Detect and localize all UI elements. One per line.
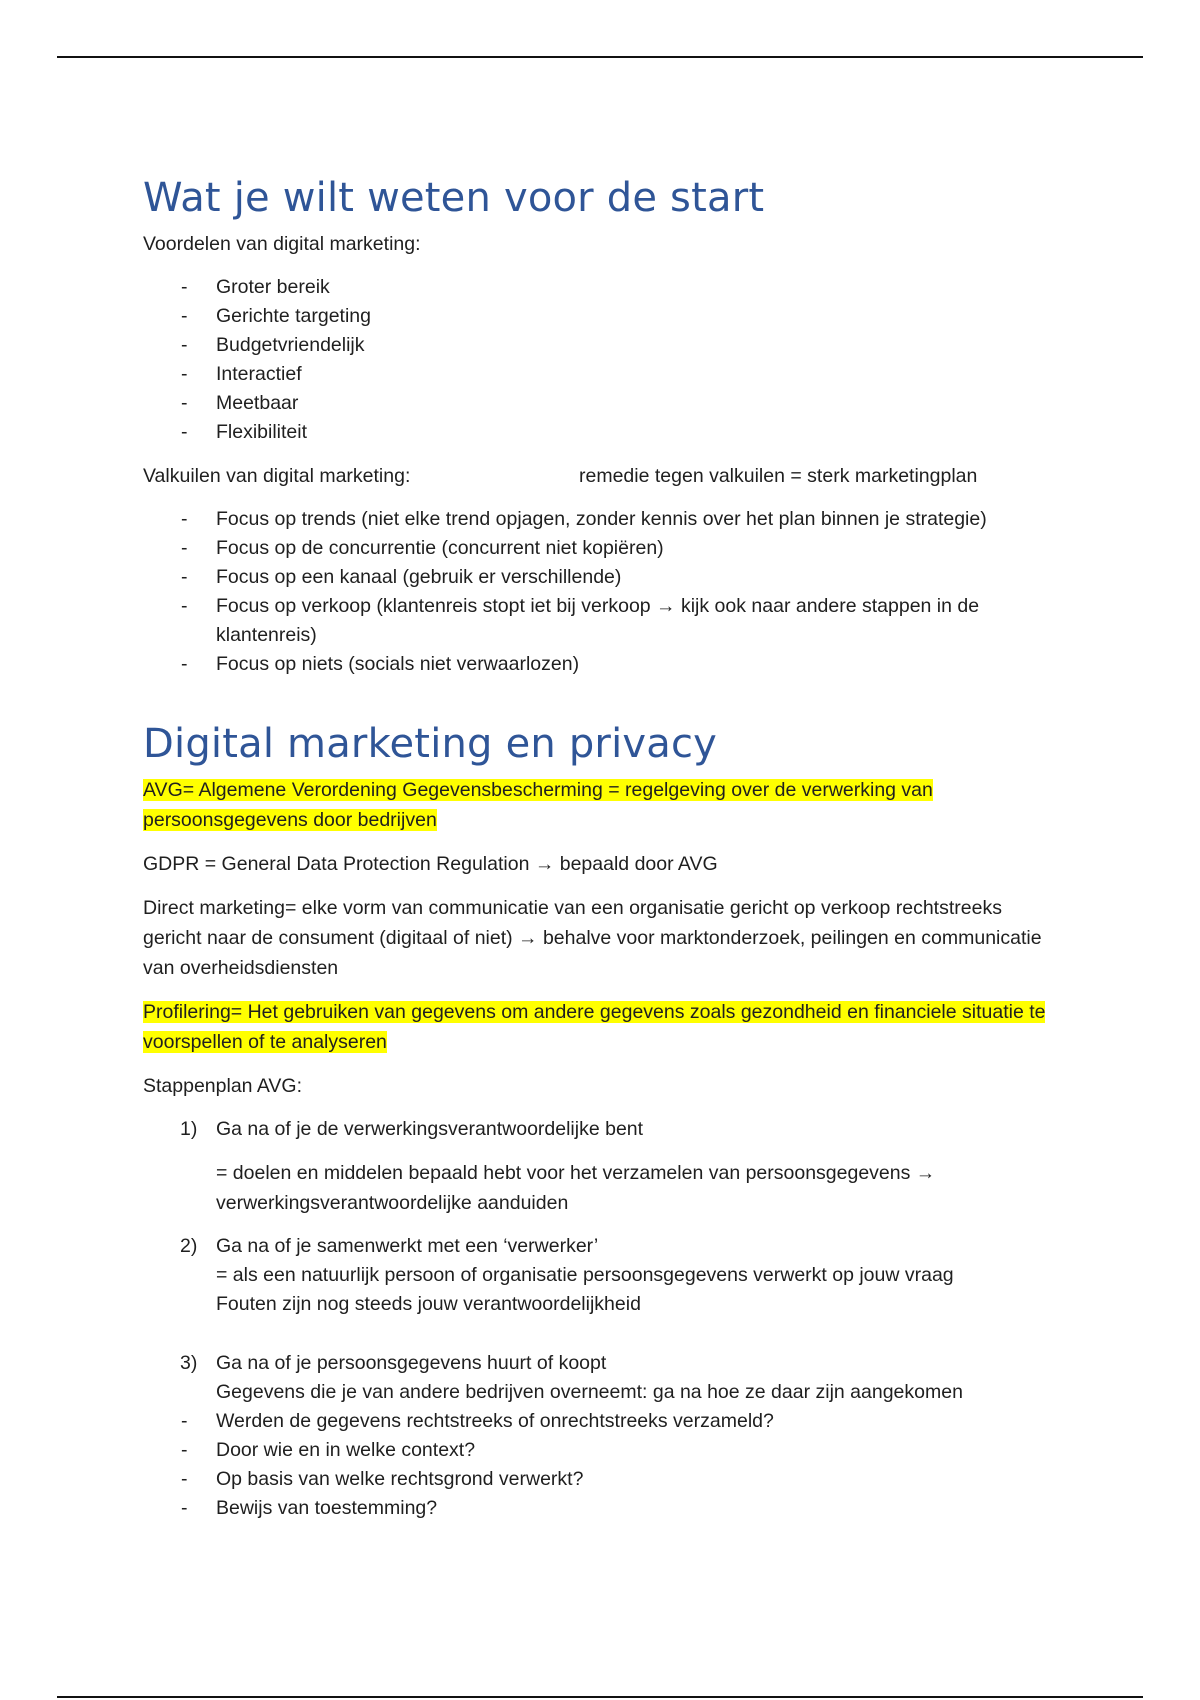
section-title-start: Wat je wilt weten voor de start [143,175,765,221]
step-item [143,1232,1063,1261]
step-number: 2) [180,1235,198,1257]
pitfalls-intro-line [143,461,1063,491]
avg-definition [143,775,1063,835]
list-item: - Focus op een kanaal (gebruik er verschillende) [143,563,1063,592]
step-number: 3) [180,1352,198,1374]
avg-steps-list [143,1115,1063,1144]
avg-steps-list [143,1349,1063,1378]
step3-bullets [143,1407,1063,1523]
list-item: - Gerichte targeting [143,302,1063,331]
list-item: - Op basis van welke rechtsgrond verwerkt? [143,1465,1063,1494]
list-item: - Focus op de concurrentie (concurrent niet kopiëren) [143,534,1063,563]
list-item: - Interactief [143,360,1063,389]
pitfalls-list [143,505,1063,679]
pitfalls-remedy: remedie tegen valkuilen = sterk marketingplan [579,465,978,487]
list-item: - Flexibiliteit [143,418,1063,447]
footer-rule [57,1696,1143,1698]
steps-intro: Stappenplan AVG: [143,1075,303,1097]
step-detail: = doelen en middelen bepaald hebt voor het verzamelen van persoonsgegevens → verwerkingsverantwoordelijke aanduiden [216,1162,936,1214]
benefits-intro: Voordelen van digital marketing: [143,233,421,255]
list-item: - Meetbaar [143,389,1063,418]
highlighted-text: Profilering= Het gebruiken van gegevens om andere gegevens zoals gezondheid en financiele situatie te voorspellen of te analyseren [143,1001,1046,1053]
step-detail [143,1261,1063,1319]
list-item: - Budgetvriendelijk [143,331,1063,360]
header-rule [57,56,1143,58]
list-item: - Focus op trends (niet elke trend opjagen, zonder kennis over het plan binnen je strategie) [143,505,1063,534]
step-item [143,1349,1063,1378]
step-detail-line: Fouten zijn nog steeds jouw verantwoordelijkheid [216,1293,641,1315]
list-item: - Door wie en in welke context? [143,1436,1063,1465]
list-item: - Groter bereik [143,273,1063,302]
highlighted-text: AVG= Algemene Verordening Gegevensbescherming = regelgeving over de verwerking van persoonsgegevens door bedrijven [143,779,933,831]
section-title-privacy: Digital marketing en privacy [143,721,718,767]
step-item [143,1115,1063,1144]
profiling-definition [143,997,1063,1057]
list-item: - Bewijs van toestemming? [143,1494,1063,1523]
step-detail-line: Gegevens die je van andere bedrijven overneemt: ga na hoe ze daar zijn aangekomen [216,1381,963,1403]
step-title: Ga na of je samenwerkt met een ‘verwerker’ [216,1235,599,1257]
document-body [143,175,1063,1537]
step-title: Ga na of je persoonsgegevens huurt of koopt [216,1352,607,1374]
gdpr-definition: GDPR = General Data Protection Regulation → bepaald door AVG [143,853,718,875]
benefits-list [143,273,1063,447]
step-detail-line: = als een natuurlijk persoon of organisatie persoonsgegevens verwerkt op jouw vraag [216,1264,954,1286]
pitfalls-intro: Valkuilen van digital marketing: [143,465,411,487]
step-number: 1) [180,1118,198,1140]
step-title: Ga na of je de verwerkingsverantwoordelijke bent [216,1118,644,1140]
direct-marketing-definition: Direct marketing= elke vorm van communicatie van een organisatie gericht op verkoop rechtstreeks gericht naar de consument (digitaal of niet) → behalve voor marktonderzoek, peilingen en communicatie van overheidsdiensten [143,897,1042,979]
list-item: - Focus op verkoop (klantenreis stopt iet bij verkoop → kijk ook naar andere stappen in de klantenreis) [143,592,1063,650]
list-item: - Focus op niets (socials niet verwaarlozen) [143,650,1063,679]
avg-steps-list [143,1232,1063,1261]
list-item: - Werden de gegevens rechtstreeks of onrechtstreeks verzameld? [143,1407,1063,1436]
